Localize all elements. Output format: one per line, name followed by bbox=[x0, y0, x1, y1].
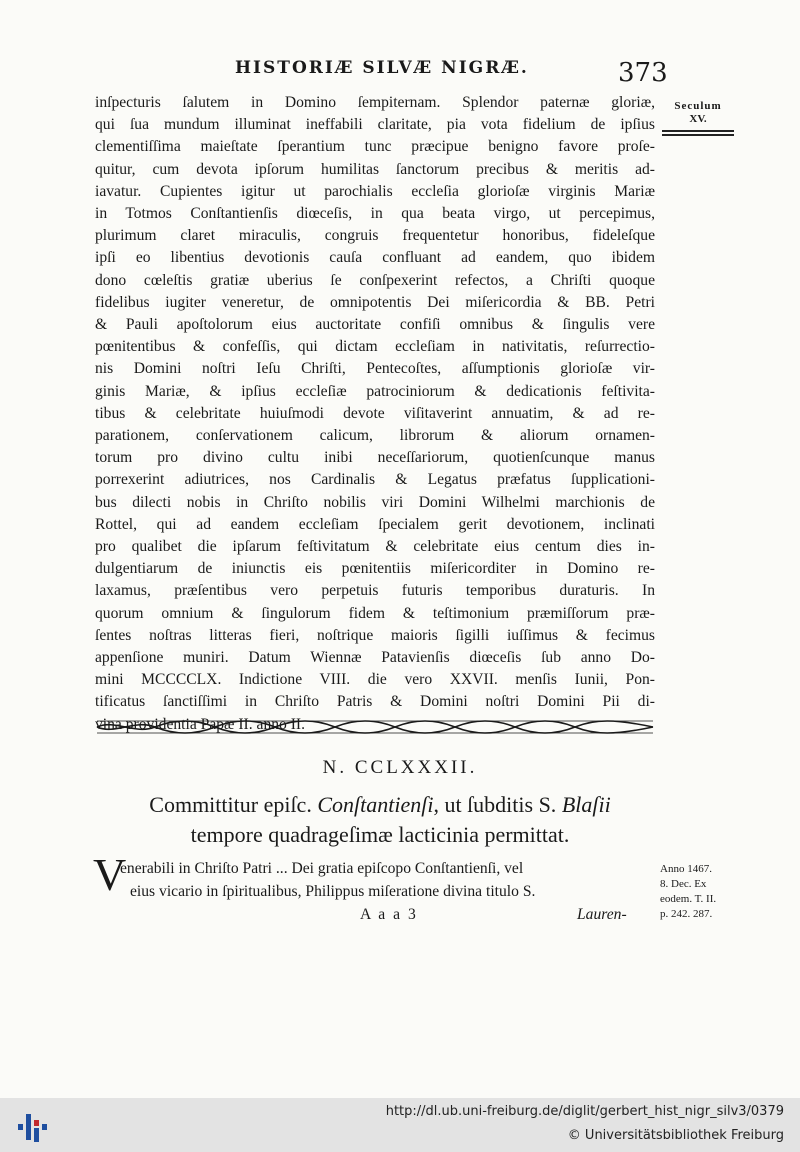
catchword: Lauren- bbox=[577, 906, 627, 923]
text-line: pœnitentibus & confeſſis, qui dictam eccleſiam in nativitatis, reſurrectio- bbox=[95, 338, 655, 356]
ornamental-divider bbox=[95, 717, 655, 737]
text-line: dono cœleſtis gratiæ uberius ſe conſpexerint refectos, a Chriſti quoque bbox=[95, 271, 655, 289]
document-number: N. CCLXXXII. bbox=[322, 757, 478, 778]
side-note-line: Anno 1467. bbox=[660, 863, 712, 875]
text-line: quitur, cum devota ipſorum humilitas ſanctorum precibus & meritis ad- bbox=[95, 160, 655, 178]
text-line: quorum omnium & ſingulorum fidem & teſtimonium præmiſſorum præ- bbox=[95, 604, 655, 622]
side-note-line: p. 242. 287. bbox=[660, 908, 713, 920]
text-line: mini MCCCCLX. Indictione VIII. die vero XXVII. menſis Iunii, Pon- bbox=[95, 671, 655, 689]
text-line: ſentes noſtras litteras fieri, noſtrique maioris ſigilli iuſſimus & fecimus bbox=[95, 626, 655, 644]
permalink-url[interactable]: http://dl.ub.uni-freiburg.de/diglit/gerbert_hist_nigr_silv3/0379 bbox=[385, 1104, 784, 1119]
document-title-line1 bbox=[90, 790, 670, 820]
text-line: bus dilecti nobis in Chriſto nobilis viri Domini Wilhelmi marchionis de bbox=[95, 493, 655, 511]
text-line: qui ſua mundum illuminat ineffabili claritate, pia vota fidelium de ipſius bbox=[95, 116, 655, 134]
text-line: ipſi eo libentius devotionis cauſa confluant ad eandem, quo ibidem bbox=[95, 249, 655, 267]
signature-mark: A a a 3 bbox=[360, 906, 418, 923]
viewer-footer bbox=[0, 1098, 800, 1152]
text-line: laxamus, præſentibus vero perpetuis futuris temporibus duraturis. In bbox=[95, 582, 655, 600]
text-line: tificatus ſanctiſſimi in Chriſto Patris & Domini noſtri Domini Pii di- bbox=[95, 693, 655, 711]
side-note-line: eodem. T. II. bbox=[660, 893, 717, 905]
text-line: appenſione muniri. Datum Wiennæ Patavienſis diœceſis ſub anno Do- bbox=[95, 649, 655, 667]
document-title-line2: tempore quadrageſimæ lacticinia permittat. bbox=[190, 822, 570, 847]
document-title bbox=[90, 790, 670, 850]
text-line: tibus & celebritate huiuſmodi devote viſitaverint annuatim, & ad re- bbox=[95, 404, 655, 422]
side-note-source bbox=[660, 862, 740, 922]
text-line: parationem, conſervationem calicum, librorum & aliorum ornamen- bbox=[95, 427, 655, 445]
margin-note-line2: XV. bbox=[689, 113, 707, 125]
text-line: pro qualibet die ipſarum feſtivitatum & celebritate eius centum dies in- bbox=[95, 538, 655, 556]
margin-rule bbox=[662, 134, 734, 136]
text-line: ginis Mariæ, & ipſius eccleſiæ patrociniorum & dedicationis feſtivita- bbox=[95, 382, 655, 400]
text-line: fidelibus iugiter veneretur, de omnipotentis Dei miſericordia & BB. Petri bbox=[95, 293, 655, 311]
running-title: HISTORIÆ SILVÆ NIGRÆ. bbox=[235, 58, 529, 78]
text-line: clementiſſima maieſtate ſperantium tunc præcipue benigno favore proſe- bbox=[95, 138, 655, 156]
title-segment-italic: Blaſii bbox=[561, 792, 611, 817]
letter-line: eius vicario in ſpiritualibus, Philippus miſeratione divina titulo S. bbox=[130, 883, 536, 900]
body-text bbox=[95, 92, 655, 736]
margin-rule bbox=[662, 130, 734, 132]
text-line: Rottel, qui ad eandem eccleſiam ſpecialem gerit devotionem, inclinati bbox=[95, 515, 655, 533]
text-line: inſpecturis ſalutem in Domino ſempiternam. Splendor paternæ gloriæ, bbox=[95, 94, 655, 111]
drop-cap: V bbox=[93, 849, 127, 900]
margin-note-century bbox=[662, 100, 734, 136]
text-line: plurimum claret miraculis, congruis frequentetur honoribus, fideleſque bbox=[95, 227, 655, 245]
letter-line: enerabili in Chriſto Patri ... Dei gratia epiſcopo Conſtantienſi, vel bbox=[120, 860, 524, 877]
text-line: in Totmos Conſtantienſis diœceſis, in qua beata virgo, ut percepimus, bbox=[95, 205, 655, 223]
text-line: dulgentiarum de iniunctis eis pœnitentiis miſericorditer in Domino re- bbox=[95, 560, 655, 578]
library-logo-icon[interactable] bbox=[16, 1106, 52, 1144]
text-line: iavatur. Cupientes igitur ut parochialis eccleſia glorioſæ virginis Mariæ bbox=[95, 182, 655, 200]
margin-note-line1: Seculum bbox=[674, 100, 722, 112]
page-number: 373 bbox=[618, 58, 668, 88]
title-segment: Committitur epiſc. bbox=[149, 792, 318, 817]
text-line: torum pro divino cultu inibi neceſſariorum, quotienſcunque manus bbox=[95, 449, 655, 467]
copyright-notice: © Universitätsbibliothek Freiburg bbox=[567, 1128, 784, 1143]
text-line: nis Domini noſtri Ieſu Chriſti, Pentecoſtes, aſſumptionis glorioſæ vir- bbox=[95, 360, 655, 378]
side-note-line: 8. Dec. Ex bbox=[660, 878, 707, 890]
title-segment-italic: Conſtantienſi bbox=[317, 792, 434, 817]
text-line: porrexerint adiutrices, nos Cardinalis & Legatus præfatus ſupplicationi- bbox=[95, 471, 655, 489]
title-segment: , ut ſubditis S. bbox=[433, 792, 562, 817]
text-line: & Pauli apoſtolorum eius auctoritate confiſi omnibus & ſingulis vere bbox=[95, 316, 655, 334]
text-line: vina providentia Papæ II. anno II. bbox=[95, 715, 306, 733]
